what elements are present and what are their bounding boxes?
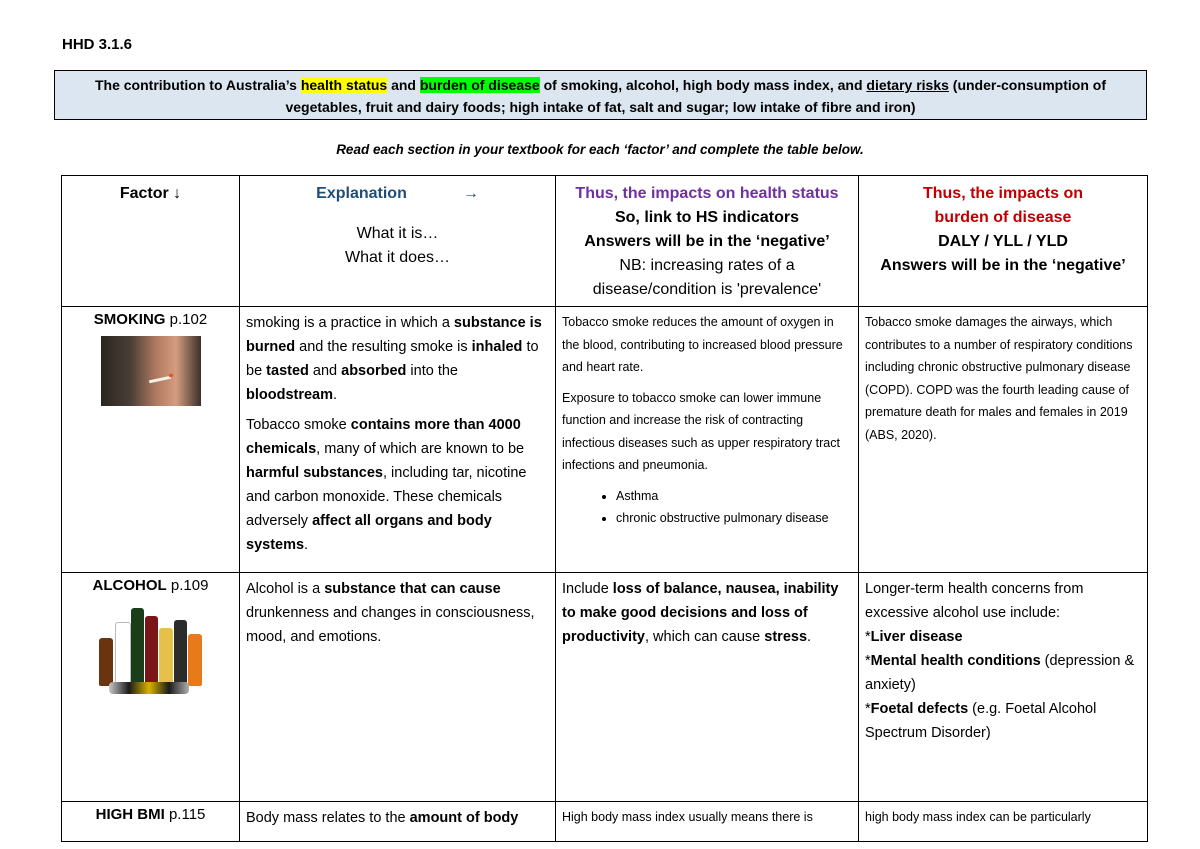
topic-box xyxy=(54,70,1147,120)
header-explanation xyxy=(240,176,556,307)
factor-title-alcohol: ALCOHOL p.109 xyxy=(92,577,209,594)
header-explanation-what-it-is: What it is… xyxy=(356,225,439,242)
explanation-high-bmi xyxy=(240,802,556,842)
header-health-status-title: Thus, the impacts on health status xyxy=(575,185,839,202)
topic-text: The contribution to Australia’s xyxy=(94,77,301,93)
burden-high-bmi-text: high body mass index can be particularly xyxy=(865,810,1091,824)
underlined-dietary-risks: dietary risks xyxy=(866,77,949,93)
health-status-smoking-list xyxy=(562,485,852,529)
header-bod-negative: Answers will be in the ‘negative’ xyxy=(880,257,1126,274)
header-health-status-negative: Answers will be in the ‘negative’ xyxy=(584,233,830,250)
topic-text: (under-consumption of vegetables, fruit and dairy foods; high intake of fat, salt and sugar; low intake of fibre and iron) xyxy=(285,77,1106,115)
burden-alcohol-item-liver: *Liver disease xyxy=(865,629,963,645)
document-code: HHD 3.1.6 xyxy=(62,36,133,53)
health-status-smoking-p2: Exposure to tobacco smoke can lower immune function and increase the risk of contracting infectious diseases such as upper respiratory tract infections and pneumonia. xyxy=(562,390,840,472)
explanation-smoking-p1: smoking is a practice in which a substance is burned and the resulting smoke is inhaled to be tasted and absorbed into the bloodstream. xyxy=(246,315,542,403)
topic-text: and xyxy=(387,77,420,93)
health-status-alcohol-text: Include loss of balance, nausea, inability to make good decisions and loss of productivity, which can cause stress. xyxy=(562,581,839,645)
factor-cell-high-bmi xyxy=(62,802,240,842)
highlight-health-status: health status xyxy=(300,77,388,93)
burden-alcohol-intro: Longer-term health concerns from excessive alcohol use include: xyxy=(865,581,1084,621)
factors-table xyxy=(61,175,1148,842)
header-bod-title-1: Thus, the impacts on xyxy=(922,185,1083,202)
explanation-high-bmi-text: Body mass relates to the amount of body xyxy=(246,810,519,826)
table-row-high-bmi xyxy=(62,802,1148,842)
smoking-photo xyxy=(101,336,201,406)
burden-smoking xyxy=(859,307,1148,573)
health-status-high-bmi xyxy=(556,802,859,842)
factor-cell-smoking xyxy=(62,307,240,573)
burden-alcohol-item-mental-health: *Mental health conditions (depression & anxiety) xyxy=(865,653,1135,693)
table-row-alcohol xyxy=(62,573,1148,802)
header-explanation-title: Explanation → xyxy=(316,185,479,202)
factor-cell-alcohol xyxy=(62,573,240,802)
factor-title-high-bmi: HIGH BMI p.115 xyxy=(95,806,206,823)
burden-smoking-text: Tobacco smoke damages the airways, which contributes to a number of respiratory conditions including chronic obstructive pulmonary disease (COPD). COPD was the fourth leading cause of premature death for males and females in 2019 (ABS, 2020). xyxy=(865,315,1133,442)
topic-text: of smoking, alcohol, high body mass index, and xyxy=(539,77,867,93)
header-bod-title-2: burden of disease xyxy=(934,209,1072,226)
burden-alcohol-item-foetal: *Foetal defects (e.g. Foetal Alcohol Spectrum Disorder) xyxy=(865,701,1097,741)
burden-alcohol xyxy=(859,573,1148,802)
explanation-smoking xyxy=(240,307,556,573)
header-explanation-what-it-does: What it does… xyxy=(345,249,450,266)
header-burden-of-disease xyxy=(859,176,1148,307)
explanation-smoking-p2: Tobacco smoke contains more than 4000 chemicals, many of which are known to be harmful substances, including tar, nicotine and carbon monoxide. These chemicals adversely affect all organs and body systems. xyxy=(246,417,527,553)
health-status-alcohol xyxy=(556,573,859,802)
table-header-row xyxy=(62,176,1148,307)
list-item: • chronic obstructive pulmonary disease xyxy=(616,507,852,529)
alcohol-bottles-photo xyxy=(95,600,207,694)
header-factor xyxy=(62,176,240,307)
health-status-smoking-p1: Tobacco smoke reduces the amount of oxygen in the blood, contributing to increased blood pressure and heart rate. xyxy=(562,315,843,374)
instruction-text: Read each section in your textbook for each ‘factor’ and complete the table below. xyxy=(336,142,864,157)
burden-high-bmi xyxy=(859,802,1148,842)
health-status-high-bmi-text: High body mass index usually means there is xyxy=(562,810,813,824)
header-health-status xyxy=(556,176,859,307)
explanation-alcohol-p1: Alcohol is a substance that can cause drunkenness and changes in consciousness, mood, and emotions. xyxy=(246,581,535,645)
table-row-smoking xyxy=(62,307,1148,573)
factor-title-smoking: SMOKING p.102 xyxy=(93,311,208,328)
header-bod-measures: DALY / YLL / YLD xyxy=(938,233,1068,250)
header-health-status-link: So, link to HS indicators xyxy=(614,209,800,226)
explanation-alcohol xyxy=(240,573,556,802)
header-health-status-note: NB: increasing rates of a disease/condition is 'prevalence' xyxy=(592,257,822,298)
header-factor-label: Factor ↓ xyxy=(119,185,182,202)
highlight-burden-of-disease: burden of disease xyxy=(419,77,540,93)
health-status-smoking xyxy=(556,307,859,573)
list-item: • Asthma xyxy=(616,485,852,507)
